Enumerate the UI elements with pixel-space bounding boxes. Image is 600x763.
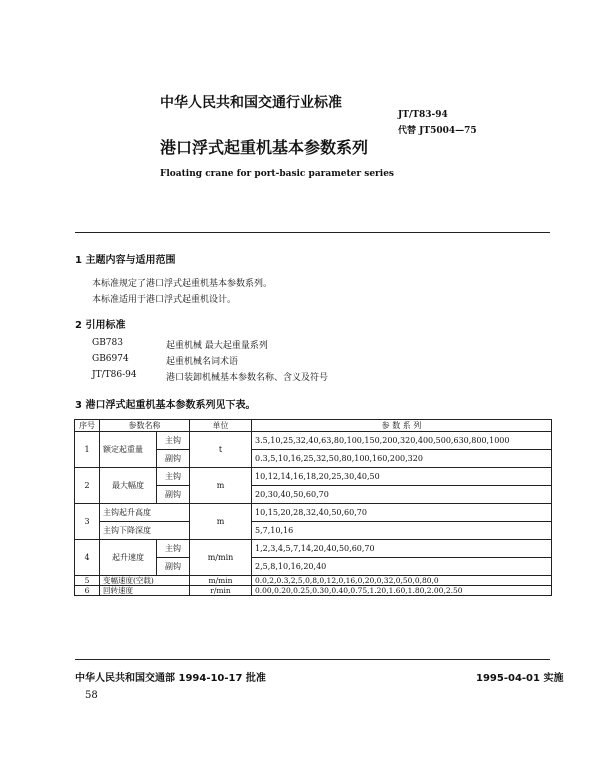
row-seq: 5 [75,576,100,586]
row-subparam: 主钩 [157,432,190,450]
reference-code: GB783 [92,338,123,348]
row-unit: m [190,468,252,504]
table-row [75,504,552,522]
header-param-name: 参数名称 [100,420,190,432]
row-param-name: 主钩下降深度 [100,522,190,540]
section-1-paragraph-2: 本标准适用于港口浮式起重机设计。 [92,295,237,305]
row-values: 2,5,8,10,16,20,40 [252,558,552,576]
header-seq: 序号 [75,420,100,432]
row-unit: m/min [190,576,252,586]
reference-title: 起重机械名词术语 [166,357,239,367]
header-divider [75,232,550,233]
section-1-paragraph-1: 本标准规定了港口浮式起重机基本参数系列。 [92,279,273,289]
reference-title: 起重机械 最大起重量系列 [166,341,268,351]
approval-line: 中华人民共和国交通部 1994-10-17 批准 [75,673,266,684]
table-row [75,586,552,596]
row-values: 3.5,10,25,32,40,63,80,100,150,200,320,400,500,630,800,1000 [252,432,552,450]
reference-title: 港口装卸机械基本参数名称、含义及符号 [166,373,329,383]
table-header-row [75,420,552,432]
row-subparam: 主钩 [157,540,190,558]
table-row [75,522,552,540]
section-3-heading: 3 港口浮式起重机基本参数系列见下表。 [75,400,256,411]
row-subparam: 主钩 [157,468,190,486]
replaces-code: 代替 JT5004—75 [398,126,477,136]
row-values: 20,30,40,50,60,70 [252,486,552,504]
row-unit: r/min [190,586,252,596]
row-seq: 1 [75,432,100,468]
row-seq: 6 [75,586,100,596]
row-values: 0.00,0.20,0.25,0.30,0.40,0.75,1.20,1.60,1.80,2.00,2.50 [252,586,552,596]
row-values: 5,7,10,16 [252,522,552,540]
document-title-english: Floating crane for port-basic parameter series [160,169,394,179]
row-param-name: 回转速度 [100,586,190,596]
reference-code: JT/T86-94 [92,370,137,380]
row-values: 0.3,5,10,16,25,32,50,80,100,160,200,320 [252,450,552,468]
parameter-table [74,419,552,596]
header-unit: 单位 [190,420,252,432]
standard-code: JT/T83-94 [398,110,448,120]
table-row [75,468,552,486]
row-subparam: 副钩 [157,450,190,468]
row-param-name: 变幅速度(空载) [100,576,190,586]
row-values: 10,12,14,16,18,20,25,30,40,50 [252,468,552,486]
reference-code: GB6974 [92,354,129,364]
row-seq: 4 [75,540,100,576]
document-title: 港口浮式起重机基本参数系列 [160,138,369,157]
row-unit: m/min [190,540,252,576]
table-row [75,540,552,558]
row-values: 0.0,2,0.3,2,5,0,8,0,12,0,16,0,20,0,32,0,50,0,80,0 [252,576,552,586]
header-series: 参 数 系 列 [252,420,552,432]
row-param-name: 主钩起升高度 [100,504,190,522]
row-seq: 3 [75,504,100,540]
row-values: 10,15,20,28,32,40,50,60,70 [252,504,552,522]
table-row [75,576,552,586]
row-param-name: 额定起重量 [100,432,157,468]
table-row [75,432,552,450]
row-param-name: 最大幅度 [100,468,157,504]
section-1-heading: 1 主题内容与适用范围 [75,255,176,266]
row-unit: m [190,504,252,540]
row-subparam: 副钩 [157,486,190,504]
row-subparam: 副钩 [157,558,190,576]
issuer-title: 中华人民共和国交通行业标准 [160,95,342,111]
footer-divider [75,659,550,660]
row-seq: 2 [75,468,100,504]
row-unit: t [190,432,252,468]
page-number: 58 [85,690,98,701]
implementation-date: 1995-04-01 实施 [476,673,564,684]
row-values: 1,2,3,4,5,7,14,20,40,50,60,70 [252,540,552,558]
section-2-heading: 2 引用标准 [75,320,126,331]
row-param-name: 起升速度 [100,540,157,576]
